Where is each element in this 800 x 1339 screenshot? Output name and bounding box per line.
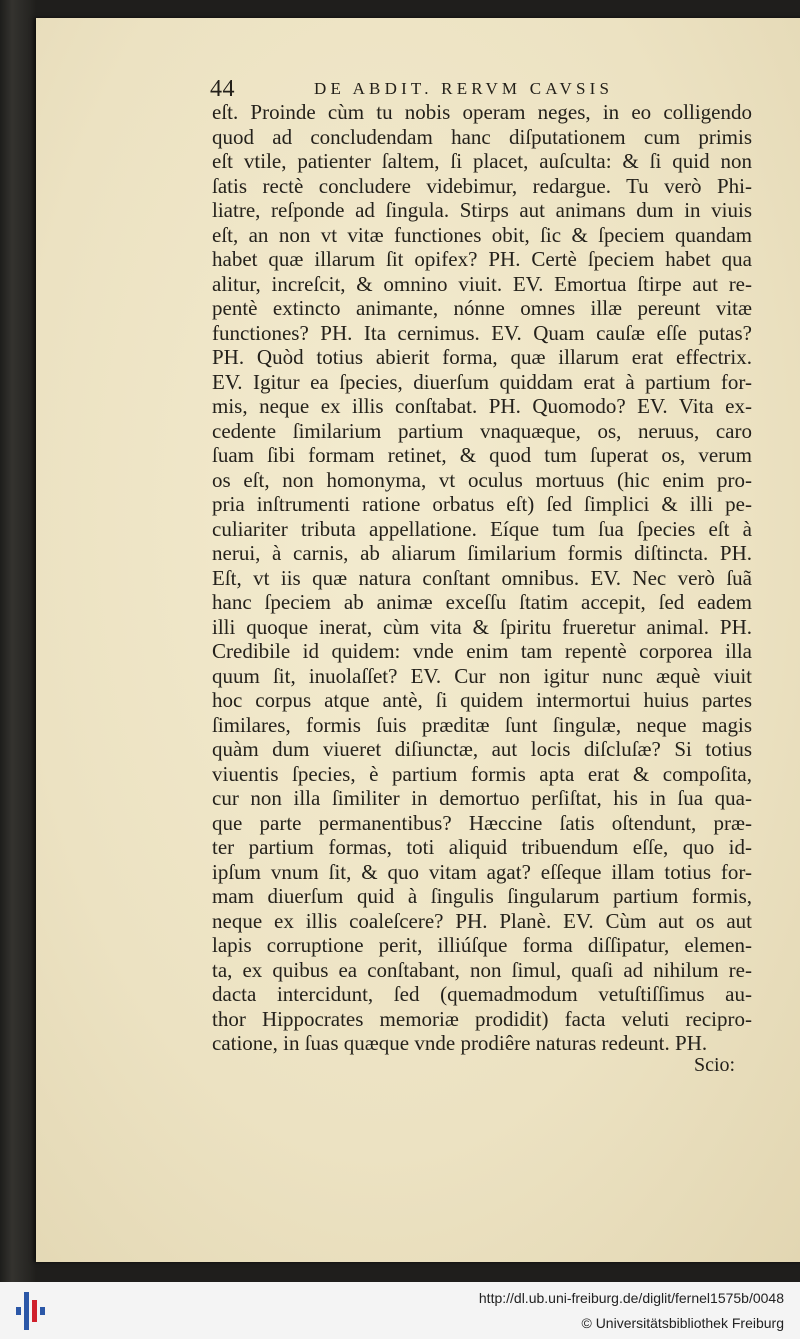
text-line: dacta intercidunt, ſed (quemadmodum vetuſtiſſimus au- bbox=[212, 982, 752, 1006]
text-line: pria inſtrumenti ratione orbatus eſt) ſed ſimplici & illi pe- bbox=[212, 492, 752, 516]
text-line: alitur, increſcit, & omnino viuit. EV. Emortua ſtirpe aut re- bbox=[212, 271, 752, 296]
text-line: ſuam ſibi formam retinet, & quod tum ſuperat os, verum bbox=[212, 443, 752, 467]
text-line: culiariter tributa appellatione. Eíque tum ſua ſpecies eſt à bbox=[212, 516, 752, 541]
text-line: hanc ſpeciem ab animæ exceſſu ſtatim accepit, ſed eadem bbox=[212, 590, 752, 614]
text-line: cur non illa ſimiliter in demortuo perſiſtat, his in ſua qua- bbox=[212, 786, 752, 810]
text-line: mam diuerſum quid à ſingulis ſingularum partium formis, bbox=[212, 884, 752, 908]
text-line: EV. Igitur ea ſpecies, diuerſum quiddam erat à partium for- bbox=[212, 369, 752, 394]
text-line: ſatis rectè concludere videbimur, redargue. Tu verò Phi- bbox=[212, 173, 752, 198]
copyright-text: © Universitätsbibliothek Freiburg bbox=[581, 1315, 784, 1331]
text-line: eſt. Proinde cùm tu nobis operam neges, in eo colligendo bbox=[212, 100, 752, 124]
text-line: viuentis ſpecies, è partium formis apta erat & compoſita, bbox=[212, 761, 752, 786]
text-line: neque ex illis coaleſcere? PH. Planè. EV. Cùm aut os aut bbox=[212, 908, 752, 933]
text-line: quod ad concludendam hanc diſputationem cum primis bbox=[212, 124, 752, 149]
text-line: os eſt, non homonyma, vt oculus mortuus (hic enim pro- bbox=[212, 467, 752, 492]
text-line: que parte permanentibus? Hæccine ſatis oſtendunt, præ- bbox=[212, 810, 752, 835]
text-line: quum ſit, inuolaſſet? EV. Cur non igitur nunc æquè viuit bbox=[212, 663, 752, 688]
page-header bbox=[210, 76, 630, 102]
running-head: DE ABDIT. RERVM CAVSIS bbox=[314, 79, 614, 98]
text-line: PH. Quòd totius abierit forma, quæ illarum erat effectrix. bbox=[212, 345, 752, 369]
text-line: mis, neque ex illis conſtabat. PH. Quomodo? EV. Vita ex- bbox=[212, 394, 752, 418]
text-line: illi quoque inerat, cùm vita & ſpiritu frueretur animal. PH. bbox=[212, 614, 752, 639]
catchword: Scio: bbox=[694, 1054, 736, 1076]
text-line: ter partium formas, toti aliquid tribuendum eſſe, quo id- bbox=[212, 835, 752, 859]
text-line: eſt vtile, patienter ſaltem, ſi placet, auſculta: & ſi quid non bbox=[212, 149, 752, 173]
text-line: thor Hippocrates memoriæ prodidit) facta veluti recipro- bbox=[212, 1006, 752, 1031]
text-line: ipſum vnum ſit, & quo vitam agat? eſſeque illam totius for- bbox=[212, 859, 752, 884]
text-line: hoc corpus atque antè, ſi quidem intermortui huius partes bbox=[212, 688, 752, 712]
text-line: pentè extincto animante, nónne omnes illæ pereunt vitæ bbox=[212, 296, 752, 320]
text-line: ta, ex quibus ea conſtabant, non ſimul, quaſi ad nihilum re- bbox=[212, 957, 752, 982]
text-line: functiones? PH. Ita cernimus. EV. Quam cauſæ eſſe putas? bbox=[212, 320, 752, 345]
text-line: catione, in ſuas quæque vnde prodiêre naturas redeunt. PH. bbox=[212, 1031, 708, 1055]
university-library-logo-icon bbox=[16, 1292, 50, 1330]
text-line: Credibile id quidem: vnde enim tam repentè corporea illa bbox=[212, 639, 752, 663]
text-line: ſimilares, formis ſuis præditæ ſunt ſingulæ, neque magis bbox=[212, 712, 752, 737]
permalink-url[interactable]: http://dl.ub.uni-freiburg.de/diglit/fernel1575b/0048 bbox=[478, 1290, 784, 1306]
viewer-footer bbox=[0, 1282, 800, 1339]
text-line: eſt, an non vt vitæ functiones obit, ſic & ſpeciem quandam bbox=[212, 222, 752, 247]
text-line: habet quæ illarum ſit opifex? PH. Certè ſpeciem habet qua bbox=[212, 247, 752, 271]
text-line: quàm dum viueret diſiunctæ, aut locis diſcluſæ? Si totius bbox=[212, 737, 752, 761]
text-line: liatre, reſponde ad ſingula. Stirps aut animans dum in viuis bbox=[212, 198, 752, 222]
page-number: 44 bbox=[210, 76, 235, 102]
text-line: cedente ſimilarium partium vnaquæque, os, neruus, caro bbox=[212, 418, 752, 443]
text-line: nerui, à carnis, ab aliarum ſimilarium formis diſtincta. PH. bbox=[212, 541, 752, 565]
body-text bbox=[212, 100, 752, 1056]
text-line: lapis corruptione perit, illiúſque forma diſſipatur, elemen- bbox=[212, 933, 752, 957]
text-line: Eſt, vt iis quæ natura conſtant omnibus. EV. Nec verò ſuã bbox=[212, 565, 752, 590]
